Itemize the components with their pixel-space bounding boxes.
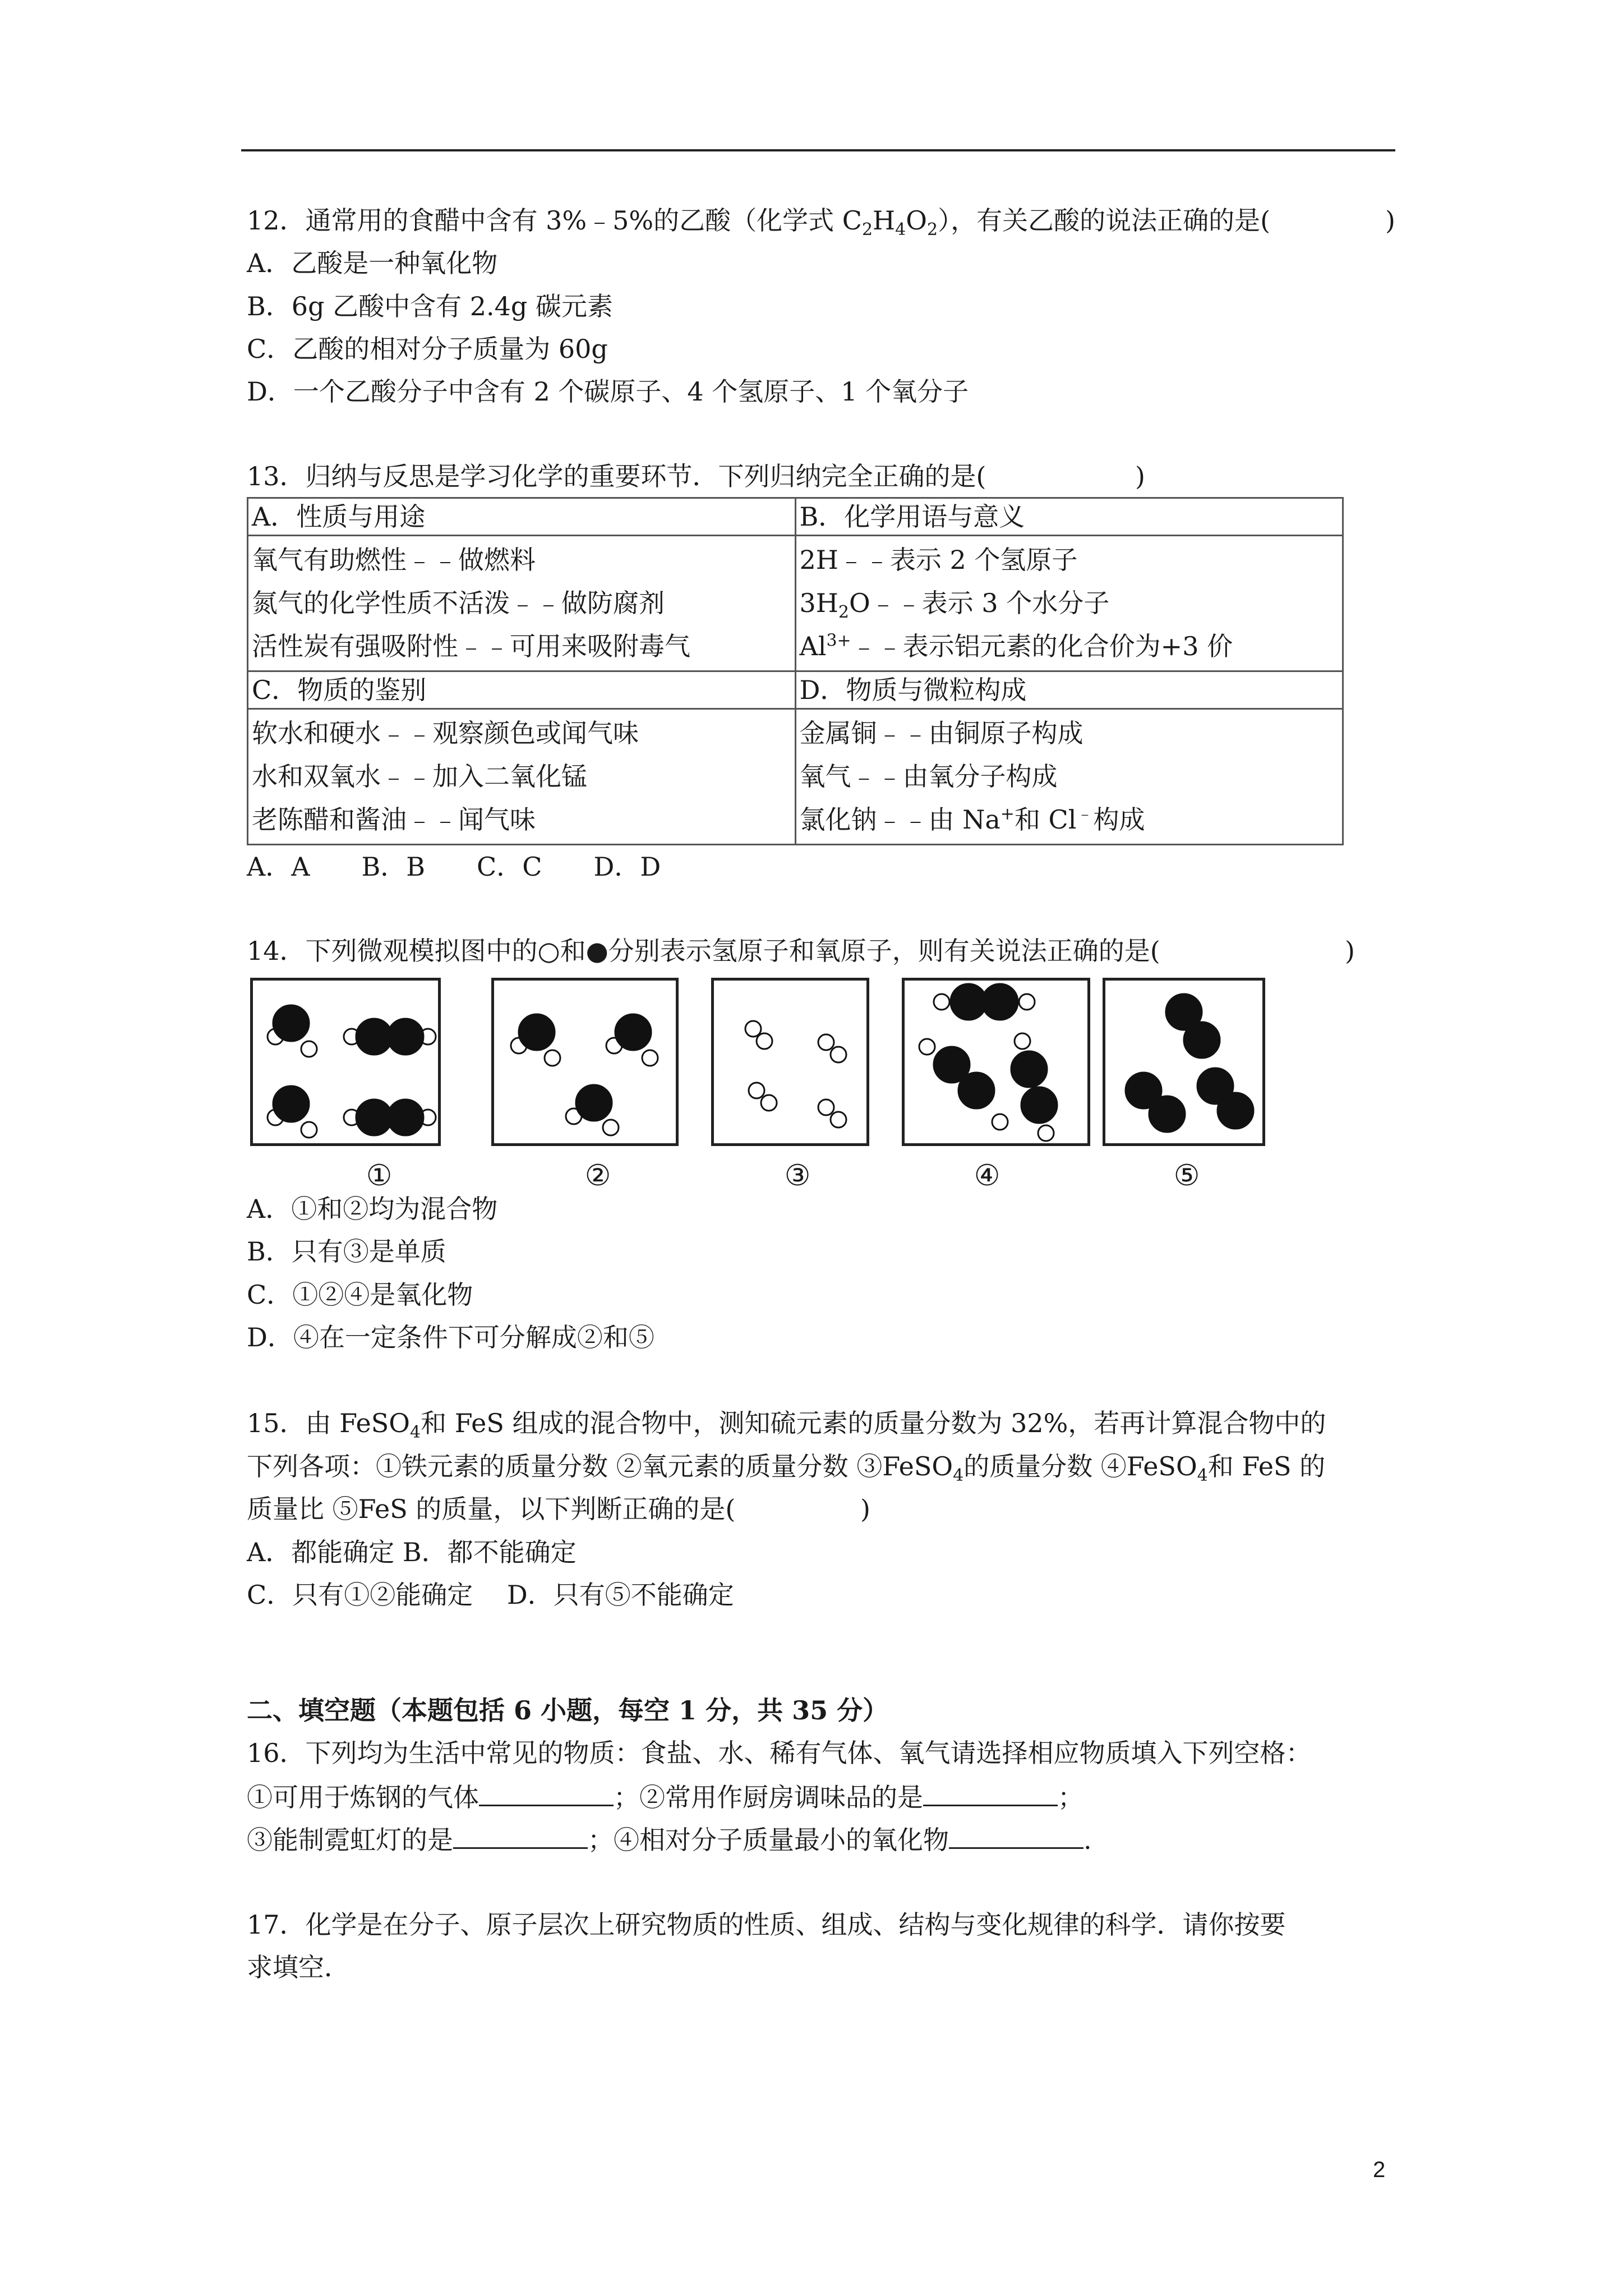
molecule-box-3 [711,978,869,1146]
q12-option-d: D．一个乙酸分子中含有 2 个碳原子、4 个氢原子、1 个氧分子 [247,376,969,407]
molecule-diagram-2 [494,981,676,1143]
q17-stem-line1: 17．化学是在分子、原子层次上研究物质的性质、组成、结构与变化规律的科学．请你按要 [247,1910,1286,1940]
q13-table [247,497,1344,845]
q13-cell-b-line: $3H_2O﹣﹣$表示 3 个水分子 [799,588,1110,623]
q16-stem: 16．下列均为生活中常见的物质：食盐、水、稀有气体、氧气请选择相应物质填入下列空格： [247,1738,1312,1768]
q13-cell-a-line: 活性炭有强吸附性﹣﹣可用来吸附毒气 [252,631,690,661]
molecule-label-1: ① [366,1159,393,1193]
q13-cell-c-head: C．物质的鉴别 [248,671,796,709]
q14-stem: 14．下列微观模拟图中的○和●分别表示氢原子和氧原子，则有关说法正确的是( [247,936,1160,966]
q13-cell-a-head: A．性质与用途 [248,498,796,536]
q16-line2: ①可用于炼钢的气体 ；②常用作厨房调味品的是 ； [247,1780,1083,1814]
fill-in-blank[interactable] [923,1780,1058,1806]
molecule-diagram-3 [714,981,866,1143]
section-heading: 二、填空题（本题包括 6 小题，每空 1 分，共 35 分） [247,1695,889,1726]
q13-cell-a [248,536,796,671]
header-rule [241,149,1395,151]
molecule-label-5: ⑤ [1173,1159,1200,1193]
q13-cell-a-line: 氮气的化学性质不活泼﹣﹣做防腐剂 [252,588,665,618]
q13-cell-c [248,709,796,845]
q13-cell-d [795,709,1343,845]
q13-stem: 13．归纳与反思是学习化学的重要环节．下列归纳完全正确的是( [247,461,986,491]
q13-cell-d-line: 金属铜﹣﹣由铜原子构成 [799,718,1083,748]
q12-answer-paren: ) [1385,205,1395,236]
q12-option-c: C．乙酸的相对分子质量为 60g [247,334,608,364]
fill-in-blank[interactable] [949,1823,1083,1849]
q17-stem-line2: 求填空． [247,1952,350,1982]
q16-line3: ③能制霓虹灯的是 ；④相对分子质量最小的氧化物 . [247,1823,1092,1856]
fill-in-blank[interactable] [453,1823,588,1849]
molecule-box-1 [250,978,441,1146]
q14-answer-paren: ) [1345,936,1355,966]
q13-cell-b [795,536,1343,671]
q13-answer-paren: ) [1135,461,1145,491]
q15-options-line1: A．都能确定 B．都不能确定 [247,1537,577,1567]
q13-options: A．A B．B C．C D．D [247,852,661,882]
molecule-diagram-1 [253,981,438,1143]
q13-cell-a-line: 氧气有助燃性﹣﹣做燃料 [252,545,536,575]
q12-stem: 12．通常用的食醋中含有 3%﹣5%的乙酸（化学式 $C_2H_4O_2$），有关乙酸的说法正确的是( [247,205,1271,240]
q13-cell-b-head: B．化学用语与意义 [795,498,1343,536]
q14-option-a: A．①和②均为混合物 [247,1194,498,1224]
molecule-label-2: ② [584,1159,611,1193]
q13-cell-c-line: 软水和硬水﹣﹣观察颜色或闻气味 [252,718,639,748]
molecule-label-3: ③ [784,1159,811,1193]
q13-cell-d-line: 氯化钠﹣﹣由 Na+和 Cl﹣构成 [799,804,1145,835]
q15-answer-paren: ) [860,1494,870,1524]
q13-cell-b-line: $Al^{3+}﹣﹣$表示铝元素的化合价为+3 价 [799,631,1233,661]
q13-cell-c-line: 水和双氧水﹣﹣加入二氧化锰 [252,761,587,792]
molecule-diagram-5 [1105,981,1262,1143]
q14-option-c: C．①②④是氧化物 [247,1280,473,1310]
page-number: 2 [1373,2157,1386,2182]
molecule-box-5 [1103,978,1265,1146]
molecule-box-2 [491,978,679,1146]
q13-cell-b-line: 2H﹣﹣表示 2 个氢原子 [799,545,1078,575]
q12-option-a: A．乙酸是一种氧化物 [247,248,498,278]
q15-options-line2: C．只有①②能确定 D．只有⑤不能确定 [247,1580,734,1610]
molecule-diagram-4 [905,981,1087,1143]
molecule-label-4: ④ [974,1159,1000,1193]
fill-in-blank[interactable] [479,1780,614,1806]
q13-cell-d-line: 氧气﹣﹣由氧分子构成 [799,761,1058,792]
q14-option-d: D．④在一定条件下可分解成②和⑤ [247,1322,654,1352]
q13-cell-c-line: 老陈醋和酱油﹣﹣闻气味 [252,804,536,835]
q12-option-b: B．6g 乙酸中含有 2.4g 碳元素 [247,291,613,321]
q13-cell-d-head: D．物质与微粒构成 [795,671,1343,709]
q15-stem-line2: 下列各项：①铁元素的质量分数 ②氧元素的质量分数 ③FeSO$_4$的质量分数 ④FeSO$_4$和 FeS 的 [247,1451,1326,1486]
q14-option-b: B．只有③是单质 [247,1236,446,1267]
q15-stem-line3: 质量比 ⑤FeS 的质量，以下判断正确的是( [247,1494,736,1524]
molecule-box-4 [902,978,1090,1146]
q15-stem-line1: 15．由 FeSO$_4$和 FeS 组成的混合物中，测知硫元素的质量分数为 32%，若再计算混合物中的 [247,1408,1326,1443]
